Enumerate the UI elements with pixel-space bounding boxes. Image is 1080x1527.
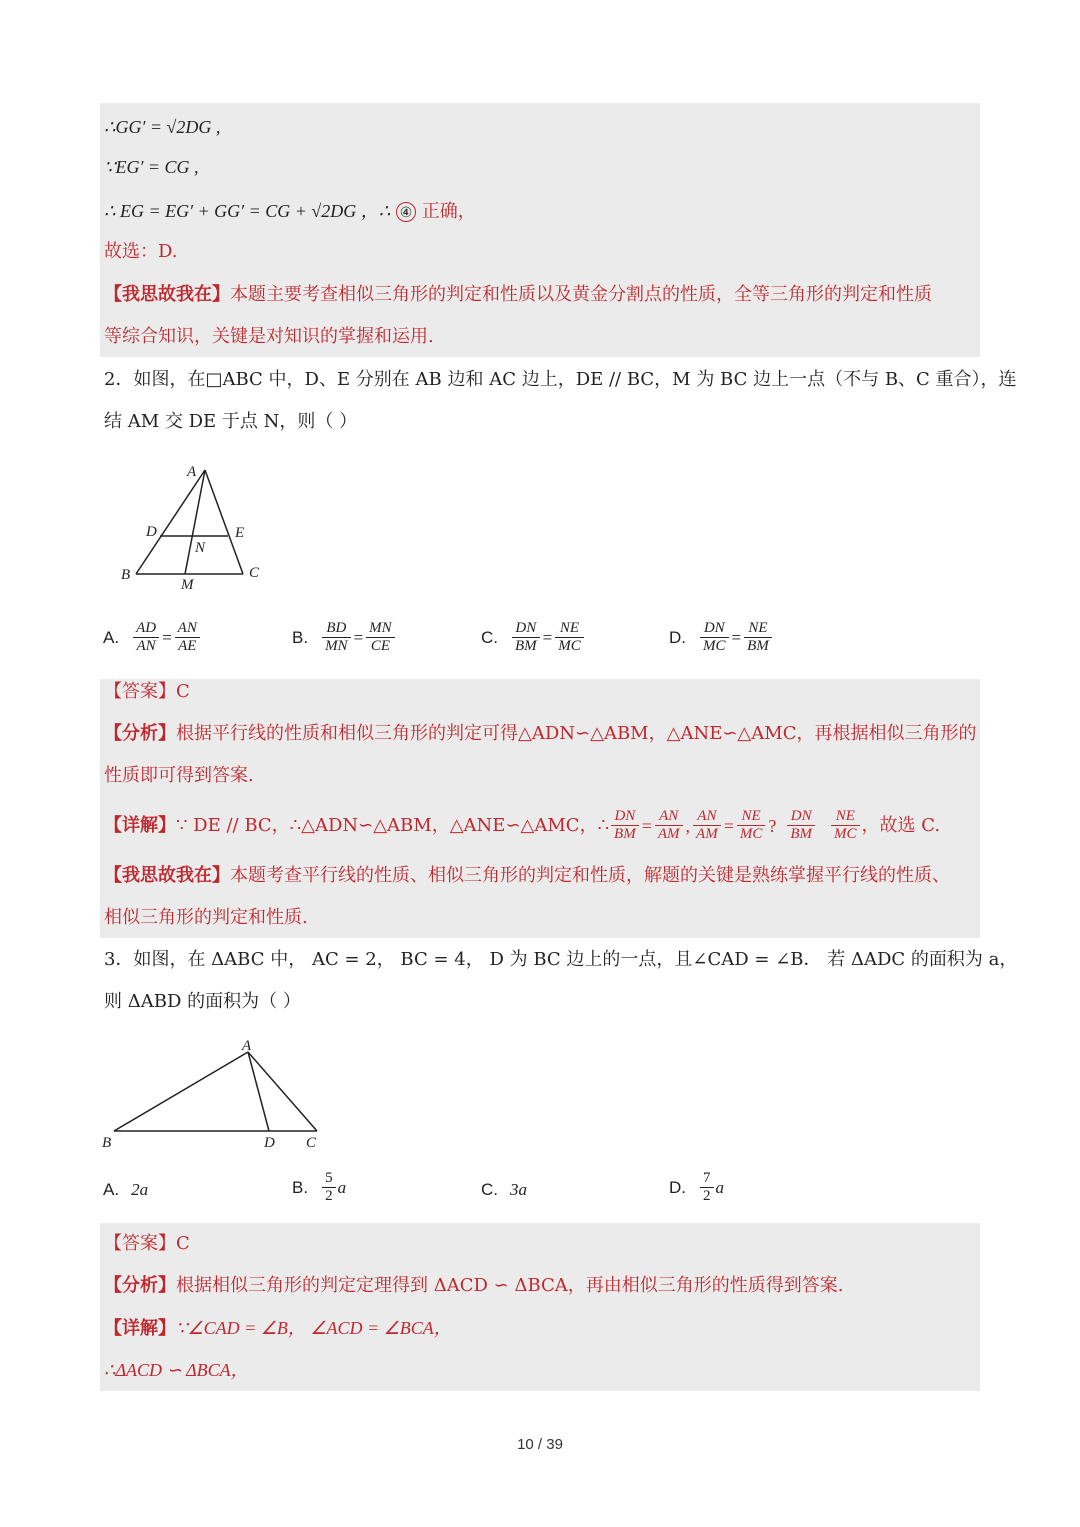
label-c: C — [306, 1135, 317, 1150]
label-c: C — [249, 565, 260, 581]
option-label: C. — [481, 627, 498, 647]
summary-tag: 【我思故我在】 — [104, 284, 230, 305]
choose-answer: 故选：D. — [104, 241, 178, 262]
label-d: D — [146, 524, 157, 540]
label-a: A — [242, 1038, 252, 1054]
q2-summary-line-1 — [104, 864, 950, 888]
detail-tag: 【详解】 — [104, 1318, 176, 1339]
option-label: D. — [669, 627, 686, 647]
solution-block-1 — [100, 103, 980, 357]
detail-post: ，故选 C. — [861, 814, 941, 836]
detail-pre: ∵ DE // BC，∴△ADN∽△ABM，△ANE∽△AMC，∴ — [176, 814, 610, 836]
figure-triangle-abc-q3 — [100, 1035, 330, 1150]
question-2-text-1: 2．如图，在□ABC 中，D、E 分别在 AB 边和 AC 边上，DE // BC，M 为 BC 边上一点（不与 B、C 重合），连 — [104, 369, 1017, 390]
label-d: D — [264, 1135, 275, 1150]
option-label: B. — [292, 1177, 309, 1197]
circled-number-4: ④ — [396, 202, 416, 222]
label-b: B — [102, 1135, 112, 1150]
option-2a[interactable]: A. $\frac{AD}{AN}$ = $\frac{AN}{AE}$ — [103, 620, 202, 655]
option-2d[interactable]: D. $\frac{DN}{MC}$ = $\frac{NE}{BM}$ — [669, 620, 774, 655]
summary-text: 本题考查平行线的性质、相似三角形的判定和性质，解题的关键是熟练掌握平行线的性质、 — [230, 865, 950, 886]
summary-text-1: 本题主要考查相似三角形的判定和性质以及黄金分割点的性质，全等三角形的判定和性质 — [230, 284, 932, 305]
q3-answer: 【答案】C — [104, 1233, 190, 1254]
option-2b[interactable]: B. $\frac{BD}{MN}$ = $\frac{MN}{CE}$ — [292, 620, 397, 655]
option-3c[interactable] — [481, 1180, 527, 1200]
option-label: D. — [669, 1177, 686, 1197]
option-3a[interactable] — [103, 1180, 148, 1200]
summary-tag: 【我思故我在】 — [104, 865, 230, 886]
q3-analysis — [104, 1274, 844, 1298]
question-2-text-2: 结 AM 交 DE 于点 N，则（ ） — [104, 411, 358, 432]
step-gg: ∴GG′ = √2DG , — [104, 117, 221, 137]
question-3-text-1: 3．如图，在 ΔABC 中， AC = 2， BC = 4， D 为 BC 边上的一点，且∠CAD = ∠B． 若 ΔADC 的面积为 a， — [104, 949, 1018, 970]
detail-text: ∵∠CAD = ∠B， ∠ACD = ∠BCA， — [176, 1318, 452, 1338]
analysis-tag: 【分析】 — [104, 723, 176, 744]
figure-triangle-abc-q2 — [115, 460, 285, 590]
conclusion-correct: 正确， — [421, 201, 476, 222]
q2-summary-line-2: 相似三角形的判定和性质. — [104, 907, 308, 928]
q2-analysis-line-2: 性质即可得到答案. — [104, 765, 254, 786]
detail-tag: 【详解】 — [104, 814, 176, 836]
summary-line-2: 等综合知识，关键是对知识的掌握和运用. — [104, 326, 434, 347]
label-n: N — [195, 540, 206, 556]
option-value: 3a — [510, 1180, 527, 1199]
label-a: A — [187, 464, 197, 480]
option-label: B. — [292, 627, 309, 647]
question-3-text-2: 则 ΔABD 的面积为（ ） — [104, 991, 301, 1012]
option-value: 2a — [131, 1180, 149, 1199]
option-label: C. — [481, 1180, 498, 1199]
page-number: 10 / 39 — [517, 1436, 563, 1453]
q2-answer: 【答案】C — [104, 681, 190, 702]
label-b: B — [121, 567, 131, 583]
q3-detail-2: ∴ΔACD ∽ ΔBCA， — [104, 1360, 249, 1380]
analysis-tag: 【分析】 — [104, 1275, 176, 1296]
option-label: A. — [103, 1180, 120, 1199]
step-conclusion — [104, 199, 476, 224]
option-2c[interactable]: C. $\frac{DN}{BM}$ = $\frac{NE}{MC}$ — [481, 620, 586, 655]
summary-line-1 — [104, 283, 932, 307]
option-3b[interactable]: B. $\frac{5}{2}$ a — [292, 1170, 347, 1204]
analysis-text: 根据相似三角形的判定定理得到 ΔACD ∽ ΔBCA，再由相似三角形的性质得到答案. — [176, 1275, 844, 1296]
label-e: E — [235, 525, 245, 541]
label-m: M — [181, 577, 194, 590]
q2-analysis-line-1 — [104, 722, 976, 746]
option-3d[interactable]: D. $\frac{7}{2}$ a — [669, 1170, 724, 1204]
q3-detail-1 — [104, 1316, 452, 1341]
q2-detail: 【详解】 ∵ DE // BC，∴△ADN∽△ABM，△ANE∽△AMC，∴ $\frac{DN}{BM}$ = $\frac{AN}{AM}$ , $\frac{AN}{AM}$ = $\frac{NE}{MC}$ ? $\frac{DN}{BM}$ $\frac{NE}{MC}$ ，故选 C. — [104, 808, 941, 842]
step-eg: ∵EG′ = CG , — [104, 157, 199, 177]
analysis-text: 根据平行线的性质和相似三角形的判定可得△ADN∽△ABM，△ANE∽△AMC，再根据相似三角形的 — [176, 723, 977, 744]
conclusion-formula: ∴ EG = EG′ + GG′ = CG + √2DG ，∴ — [104, 201, 391, 221]
option-label: A. — [103, 627, 120, 647]
